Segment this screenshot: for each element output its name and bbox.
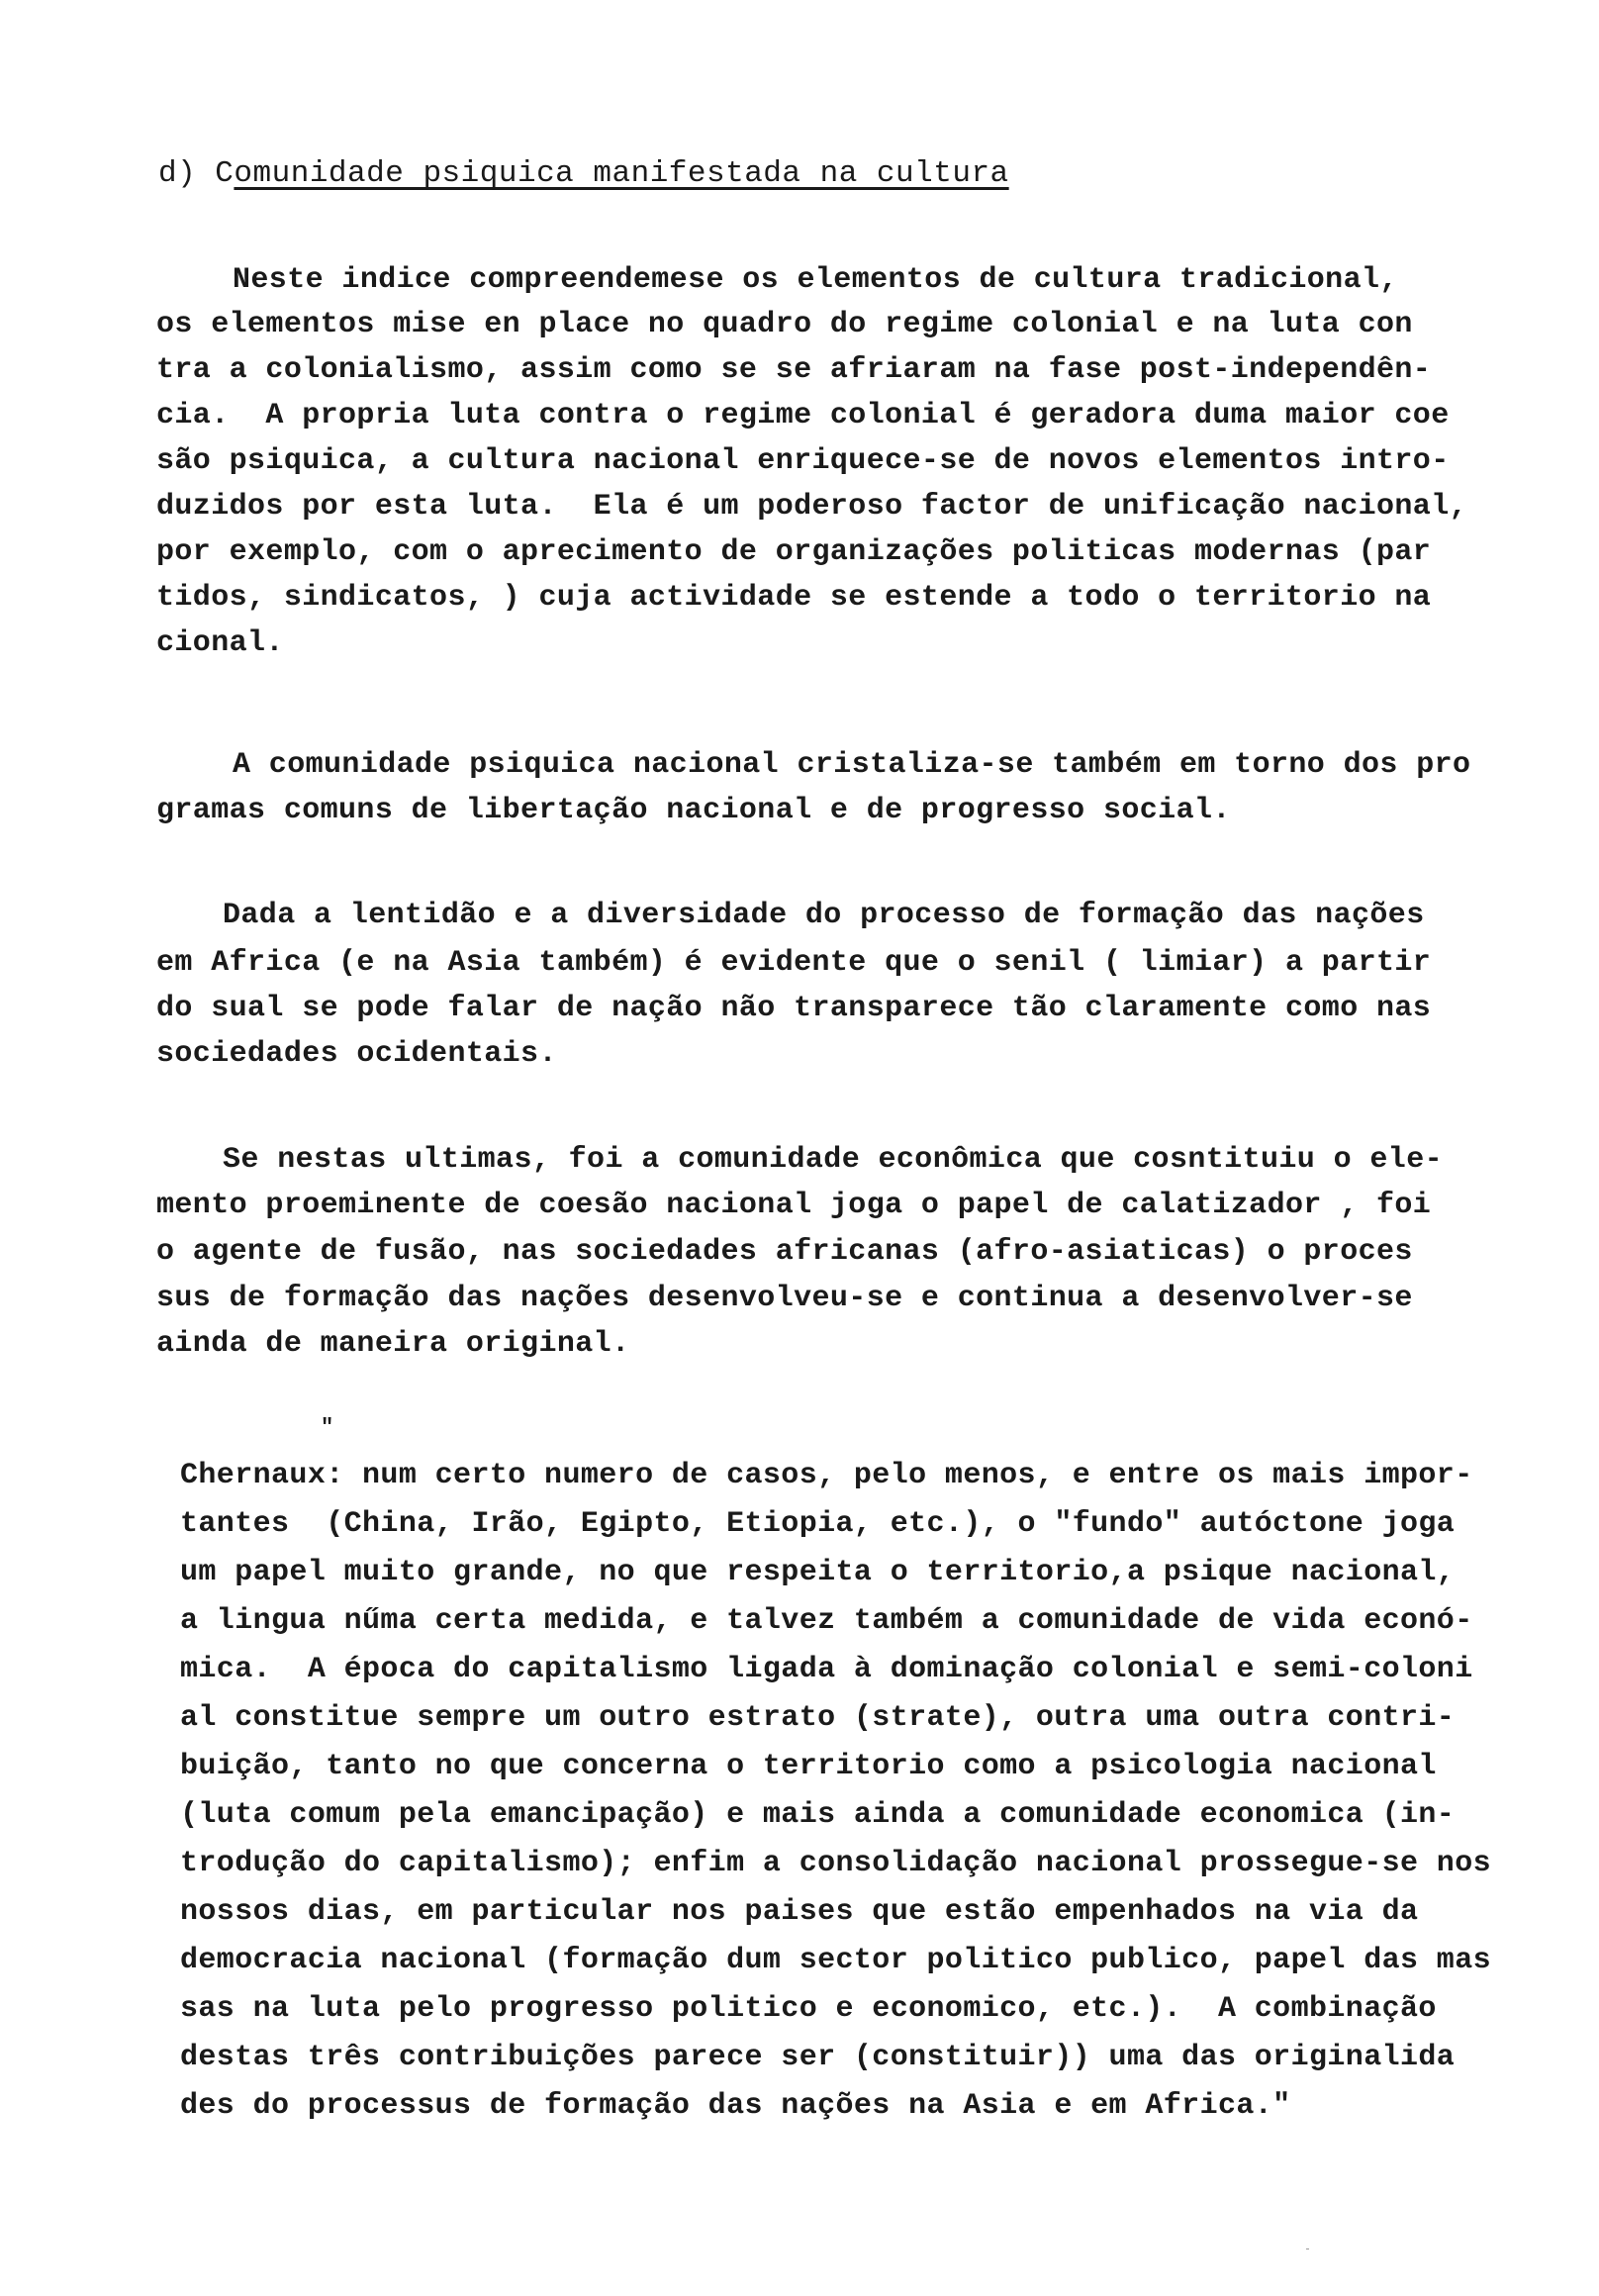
paragraph-line: ainda de maneira original.: [156, 1327, 630, 1361]
paragraph-line: mento proeminente de coesão nacional joga o papel de calatizador , foi: [156, 1189, 1432, 1222]
paragraph-line: trodução do capitalismo); enfim a consolidação nacional prossegue-se nos: [180, 1847, 1492, 1880]
paragraph-line: em Africa (e na Asia também) é evidente que o senil ( limiar) a partir: [156, 946, 1432, 980]
paragraph-line: buição, tanto no que concerna o territorio como a psicologia nacional: [180, 1750, 1437, 1783]
paragraph-line: Se nestas ultimas, foi a comunidade econômica que cosntituiu o ele-: [223, 1143, 1443, 1177]
paragraph-line: des do processus de formação das nações na Asia e em Africa.": [180, 2089, 1291, 2123]
heading-title: omunidade psiquica manifestada na cultura: [234, 156, 1009, 191]
paragraph-line: Neste indice compreendemese os elementos de cultura tradicional,: [233, 263, 1398, 297]
paragraph-line: sociedades ocidentais.: [156, 1037, 557, 1071]
paragraph-line: nossos dias, em particular nos paises que estão empenhados na via da: [180, 1895, 1419, 1929]
paragraph-line: gramas comuns de libertação nacional e de progresso social.: [156, 794, 1231, 827]
paragraph-line: tidos, sindicatos, ) cuja actividade se estende a todo o territorio na: [156, 581, 1432, 615]
paragraph-line: sus de formação das nações desenvolveu-se e continua a desenvolver-se: [156, 1282, 1413, 1315]
paragraph-line: Dada a lentidão e a diversidade do processo de formação das nações: [223, 899, 1425, 932]
paragraph-line: o agente de fusão, nas sociedades africanas (afro-asiaticas) o proces: [156, 1235, 1413, 1269]
paragraph-line: destas três contribuições parece ser (constituir)) uma das originalida: [180, 2041, 1456, 2074]
paragraph-line: cia. A propria luta contra o regime colonial é geradora duma maior coe: [156, 399, 1450, 432]
paragraph-line: (luta comum pela emancipação) e mais ainda a comunidade economica (in-: [180, 1798, 1456, 1832]
paragraph-line: um papel muito grande, no que respeita o territorio,a psique nacional,: [180, 1556, 1456, 1589]
paper-speck: [1306, 2248, 1309, 2249]
paragraph-line: tantes (China, Irão, Egipto, Etiopia, etc.), o "fundo" autóctone joga: [180, 1507, 1456, 1541]
paragraph-line: democracia nacional (formação dum sector politico publico, papel das mas: [180, 1944, 1492, 1977]
paragraph-line: duzidos por esta luta. Ela é um poderoso factor de unificação nacional,: [156, 490, 1468, 524]
paragraph-line: A comunidade psiquica nacional cristaliza-se também em torno dos pro: [233, 748, 1471, 782]
paragraph-line: Chernaux: num certo numero de casos, pelo menos, e entre os mais impor-: [180, 1459, 1473, 1492]
paragraph-line: al constitue sempre um outro estrato (strate), outra uma outra contri-: [180, 1701, 1456, 1735]
paragraph-line: mica. A época do capitalismo ligada à dominação colonial e semi-coloni: [180, 1653, 1473, 1686]
paragraph-line: os elementos mise en place no quadro do regime colonial e na luta con: [156, 308, 1413, 341]
heading-prefix: d) C: [158, 156, 235, 191]
paragraph-line: do sual se pode falar de nação não transparece tão claramente como nas: [156, 992, 1432, 1025]
paragraph-line: a lingua nűma certa medida, e talvez também a comunidade de vida econó-: [180, 1604, 1473, 1638]
paragraph-line: sas na luta pelo progresso politico e economico, etc.). A combinação: [180, 1992, 1437, 2026]
paragraph-line: por exemplo, com o aprecimento de organizações politicas modernas (par: [156, 535, 1432, 569]
section-heading: [158, 156, 1009, 191]
quote-mark: ": [321, 1415, 334, 1440]
paragraph-line: cional.: [156, 626, 284, 660]
paragraph-line: são psiquica, a cultura nacional enriquece-se de novos elementos intro-: [156, 444, 1450, 478]
paragraph-line: tra a colonialismo, assim como se se afriaram na fase post-independên-: [156, 353, 1432, 387]
